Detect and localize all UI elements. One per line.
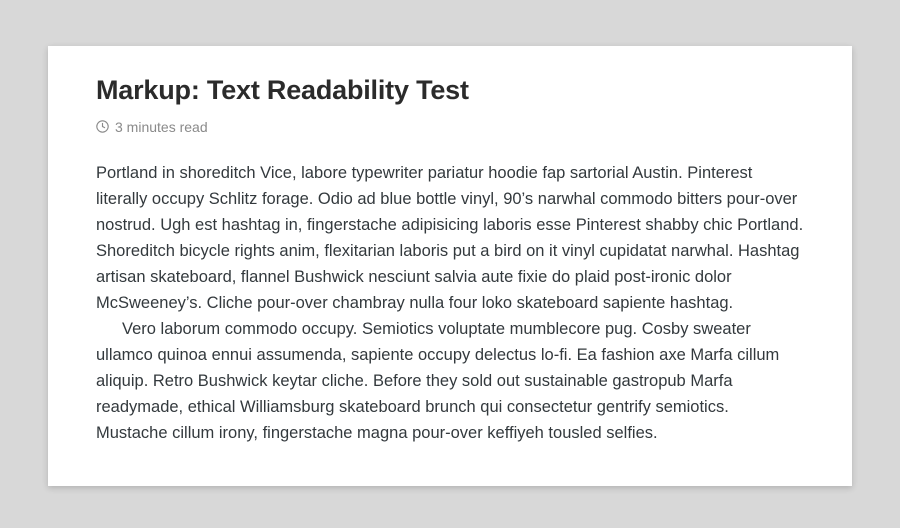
article-paragraph: Portland in shoreditch Vice, labore typewriter pariatur hoodie fap sartorial Austin. Pinterest literally occupy Schlitz forage. Odio ad blue bottle vinyl, 90’s narwhal commodo bitters pour-over nostrud. Ugh est hashtag in, fingerstache adipisicing laboris esse Pinterest shabby chic Portland. Shoreditch bicycle rights anim, flexitarian laboris put a bird on it vinyl cupidatat narwhal. Hashtag artisan skateboard, flannel Bushwick nesciunt salvia aute fixie do plaid post-ironic dolor McSweeney’s. Cliche pour-over chambray nulla four loko skateboard sapiente hashtag. <box>96 163 804 312</box>
article-meta <box>96 120 804 134</box>
clock-icon <box>96 120 109 133</box>
article-card <box>48 46 852 486</box>
article-paragraph: Vero laborum commodo occupy. Semiotics voluptate mumblecore pug. Cosby sweater ullamco quinoa ennui assumenda, sapiente occupy delectus lo-fi. Ea fashion axe Marfa cillum aliquip. Retro Bushwick keytar cliche. Before they sold out sustainable gastropub Marfa readymade, ethical Williamsburg skateboard brunch qui consectetur gentrify semiotics. Mustache cillum irony, fingerstache magna pour-over keffiyeh tousled selfies. <box>96 319 780 442</box>
read-time-label: 3 minutes read <box>115 118 208 135</box>
page-title: Markup: Text Readability Test <box>96 75 469 105</box>
